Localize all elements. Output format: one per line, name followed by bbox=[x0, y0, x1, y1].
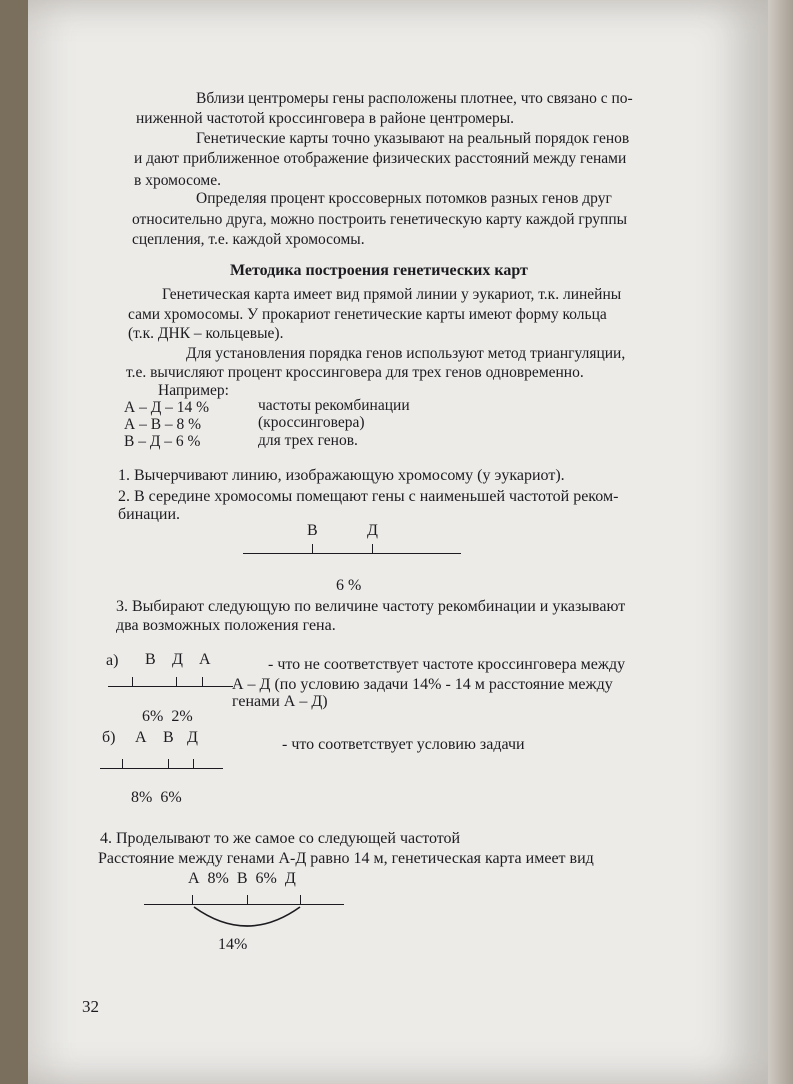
total-distance-label: 14% bbox=[218, 936, 248, 953]
example-label: Например: bbox=[158, 382, 229, 399]
gene-tick bbox=[202, 677, 203, 686]
variant-comment: - что соответствует условию задачи bbox=[282, 736, 525, 753]
example-pair: А – Д – 14 % bbox=[124, 399, 210, 416]
final-map-labels: А 8% В 6% Д bbox=[188, 870, 296, 887]
distance-label: 6 % bbox=[336, 577, 362, 594]
gene-label: В bbox=[307, 522, 318, 539]
example-pair: В – Д – 6 % bbox=[124, 433, 201, 450]
paragraph-line: относительно друга, можно построить генетическую карту каждой группы bbox=[132, 211, 628, 228]
example-pair: А – В – 8 % bbox=[124, 416, 202, 433]
example-note: частоты рекомбинации bbox=[258, 397, 410, 414]
gene-label: Д bbox=[172, 651, 183, 668]
paragraph-line: сцепления, т.е. каждой хромосомы. bbox=[132, 231, 365, 248]
example-note: (кроссинговера) bbox=[258, 414, 365, 431]
distance-arc bbox=[188, 905, 306, 935]
paragraph-line: т.е. вычисляют процент кроссинговера для трех генов одновременно. bbox=[126, 364, 584, 381]
gene-tick bbox=[192, 895, 193, 904]
step-3: 3. Выбирают следующую по величине частоту рекомбинации и указывают bbox=[116, 598, 626, 615]
paragraph-line: ниженной частотой кроссинговера в районе центромеры. bbox=[136, 110, 515, 127]
section-title: Методика построения генетических карт bbox=[230, 262, 528, 279]
chromosome-line bbox=[108, 686, 233, 687]
paragraph-line: Вблизи центромеры гены расположены плотнее, что связано с по- bbox=[196, 90, 633, 107]
gene-tick bbox=[176, 677, 177, 686]
variant-label: б) bbox=[102, 729, 116, 746]
gene-tick bbox=[193, 759, 194, 768]
gene-label: В bbox=[145, 651, 156, 668]
gene-tick bbox=[122, 759, 123, 768]
chromosome-line bbox=[100, 768, 223, 769]
variant-comment: генами А – Д) bbox=[232, 693, 328, 710]
gene-tick bbox=[372, 544, 373, 553]
gene-label: Д bbox=[187, 729, 198, 746]
step-2-cont: бинации. bbox=[118, 506, 181, 523]
variant-label: а) bbox=[106, 652, 119, 669]
page-number: 32 bbox=[82, 997, 99, 1016]
paragraph-line: Для установления порядка генов используют метод триангуляции, bbox=[186, 345, 626, 362]
paragraph-line: Определяя процент кроссоверных потомков разных генов друг bbox=[196, 190, 612, 207]
distance-label: 8% 6% bbox=[131, 789, 182, 806]
step-4: 4. Проделывают то же самое со следующей частотой bbox=[100, 830, 461, 847]
gene-tick bbox=[300, 895, 301, 904]
variant-comment: - что не соответствует частоте кроссинговера между bbox=[268, 656, 626, 673]
paragraph-line: в хромосоме. bbox=[134, 172, 221, 189]
gene-tick bbox=[132, 677, 133, 686]
paragraph-line: Генетическая карта имеет вид прямой линии у эукариот, т.к. линейны bbox=[162, 286, 622, 303]
step-1: 1. Вычерчивают линию, изображающую хромосому (у эукариот). bbox=[118, 467, 565, 484]
paragraph-line: и дают приближенное отображение физических расстояний между генами bbox=[134, 150, 627, 167]
gene-label: А bbox=[199, 651, 211, 668]
paragraph-line: Генетические карты точно указывают на реальный порядок генов bbox=[196, 130, 630, 147]
variant-comment: А – Д (по условию задачи 14% - 14 м расстояние между bbox=[232, 676, 613, 693]
gene-tick bbox=[247, 895, 248, 904]
gene-label: А bbox=[135, 729, 147, 746]
gene-label: В bbox=[163, 729, 174, 746]
step-4-cont: Расстояние между генами А-Д равно 14 м, генетическая карта имеет вид bbox=[98, 850, 594, 867]
step-2: 2. В середине хромосомы помещают гены с наименьшей частотой реком- bbox=[118, 488, 619, 505]
gene-label: Д bbox=[367, 522, 378, 539]
paragraph-line: сами хромосомы. У прокариот генетические карты имеют форму кольца bbox=[128, 306, 607, 323]
gene-tick bbox=[168, 759, 169, 768]
example-note: для трех генов. bbox=[258, 432, 358, 449]
paragraph-line: (т.к. ДНК – кольцевые). bbox=[128, 325, 284, 342]
step-3-cont: два возможных положения гена. bbox=[116, 617, 336, 634]
chromosome-line bbox=[243, 553, 461, 554]
distance-label: 6% 2% bbox=[142, 708, 193, 725]
gene-tick bbox=[312, 544, 313, 553]
page-edge bbox=[768, 0, 793, 1084]
